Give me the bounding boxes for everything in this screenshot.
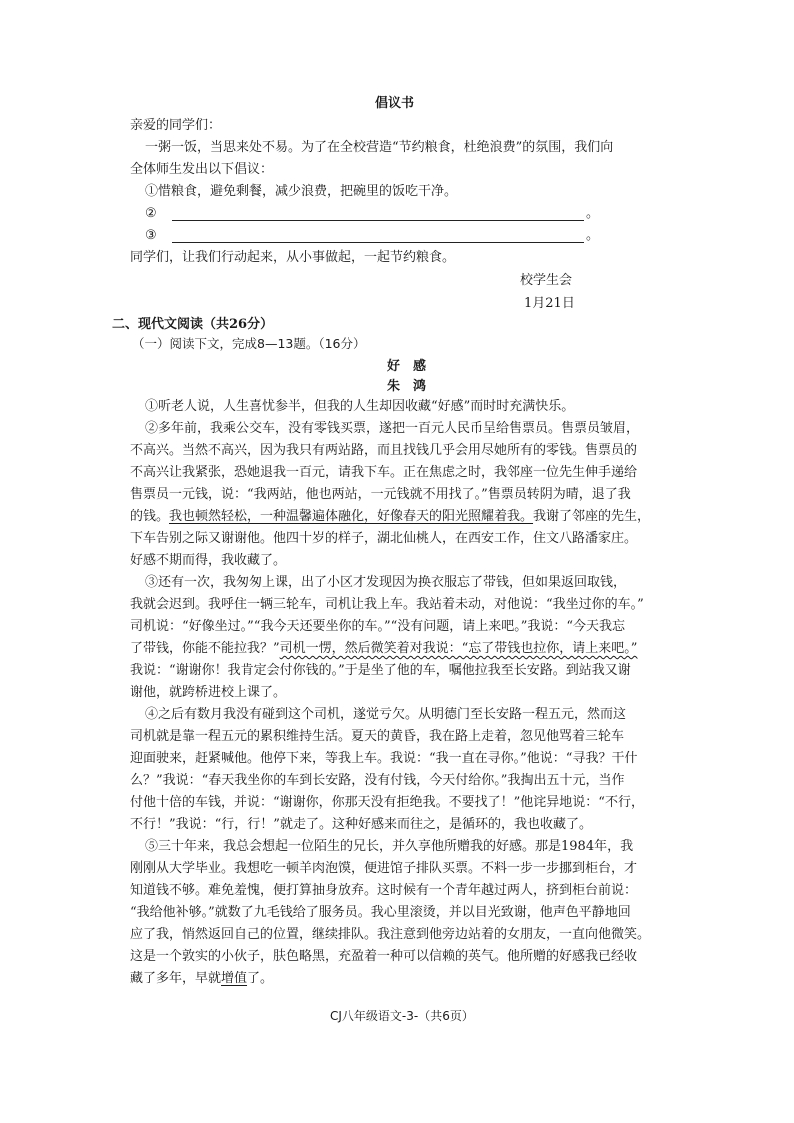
article-text: 的钱。 [130, 509, 170, 524]
article-author: 朱 鸿 [387, 379, 427, 394]
article-line: “我给他补够。”就数了九毛钱给了服务员。我心里滚烫，并以目光致谢，他声色平静地回 [130, 905, 631, 920]
article-line: 刚刚从大学毕业。我想吃一顿羊肉泡馍，便进馆子排队买票。不料一步一步挪到柜台，才 [130, 861, 638, 876]
article-line: 我说：“谢谢你！我肯定会付你钱的。”于是坐了他的车，嘱他拉我至长安路。到站我又谢 [130, 663, 631, 678]
article-line [130, 972, 273, 985]
proposal-greeting: 亲爱的同学们： [130, 118, 222, 133]
article-line: 知道钱不够。难免羞愧，便打算抽身放弃。这时候有一个青年越过两人，挤到柜台前说： [130, 883, 638, 898]
article-line: 么？”我说：“春天我坐你的车到长安路，没有付钱，今天付给你。”我掏出五十元，当作 [130, 773, 625, 788]
article-line: 应了我，悄然返回自己的位置，继续排队。我注意到他旁边站着的女朋友，一直向他微笑。 [130, 927, 651, 942]
proposal-item-3-blank[interactable] [172, 242, 584, 243]
proposal-title: 倡议书 [375, 96, 415, 111]
article-line: 不高兴让我紧张，恐她退我一百元，请我下车。正在焦虑之时，我邻座一位先生伸手递给 [130, 465, 638, 480]
article-line: 付他十倍的车钱，并说：“谢谢你，你那天没有拒绝我。不要找了！”他诧异地说：“不行， [130, 795, 644, 810]
article-text: 我谢了邻座的先生， [533, 509, 651, 524]
article-line: 谢他，就跨桥进校上课了。 [130, 685, 287, 700]
article-line: 这是一个敦实的小伙子，肤色略黑，充盈着一种可以信赖的英气。他所赠的好感我已经收 [130, 949, 638, 964]
article-line: ⑤三十年来，我总会想起一位陌生的兄长，并久享他所赠我的好感。那是1984年，我 [145, 839, 634, 854]
underlined-word: 增值 [221, 971, 248, 986]
proposal-item-2-marker: ② [145, 206, 157, 221]
article-line: 迎面驶来，赶紧喊他。他停下来，等我上车。我说：“我一直在寻你。”他说：“寻我？干什 [130, 751, 638, 766]
proposal-item-2-blank[interactable] [172, 220, 584, 221]
article-line: 下车告别之际又谢谢他。他四十岁的样子，湖北仙桃人，在西安工作，住文八路潘家庄。 [130, 531, 638, 546]
underlined-sentence: 我也顿然轻松，一种温馨遍体融化，好像春天的阳光照耀着我。 [169, 509, 534, 524]
article-line: 我就会迟到。我呼住一辆三轮车，司机让我上车。我站着未动，对他说：“我坐过你的车。” [130, 597, 644, 612]
article-line: 不行！”我说：“行，行！”就走了。这种好感来而往之，是循环的，我也收藏了。 [130, 817, 592, 832]
article-text: 藏了多年，早就 [130, 971, 222, 986]
article-line: 好感不期而得，我收藏了。 [130, 553, 287, 568]
article-line-wavy [130, 642, 637, 655]
section-subheading: （一）阅读下文，完成8—13题。（16分） [132, 336, 366, 351]
article-line: 售票员一元钱，说：“我两站，他也两站，一元钱就不用找了。”售票员转阴为晴，退了我 [130, 487, 631, 502]
proposal-item-1: ①惜粮食，避免剩餐，减少浪费，把碗里的饭吃干净。 [145, 184, 458, 199]
article-title: 好 感 [387, 359, 427, 374]
article-line: ①听老人说，人生喜忧参半，但我的人生却因收藏“好感”而时时充满快乐。 [145, 399, 575, 414]
page-footer: CJ八年级语文-3-（共6页） [330, 1009, 474, 1023]
proposal-signer: 校学生会 [520, 273, 573, 288]
proposal-date: 1月21日 [524, 296, 575, 311]
wavy-underlined-sentence: 司机一愣，然后微笑着对我说：“忘了带钱也拉你，请上来吧。” [279, 641, 638, 656]
proposal-item-3-marker: ③ [145, 228, 157, 243]
article-text: 了。 [247, 971, 274, 986]
proposal-paragraph-line: 全体师生发出以下倡议： [130, 162, 274, 177]
proposal-item-3-period: 。 [586, 228, 600, 243]
article-line: 司机就是靠一程五元的累积维持生活。夏天的黄昏，我在路上走着，忽见他骂着三轮车 [130, 729, 625, 744]
article-line: 司机说：“好像坐过。”“我今天还要坐你的车。”“没有问题，请上来吧。”我说：“今天我忘 [130, 619, 626, 634]
article-line: ③还有一次，我匆匆上课，出了小区才发现因为换衣服忘了带钱，但如果返回取钱， [145, 575, 627, 590]
proposal-closing: 同学们，让我们行动起来，从小事做起，一起节约粮食。 [130, 250, 456, 265]
article-line: ②多年前，我乘公交车，没有零钱买票，遂把一百元人民币呈给售票员。售票员皱眉， [145, 421, 640, 436]
section-heading: 二、现代文阅读（共26分） [112, 317, 274, 332]
proposal-paragraph-line: 一粥一饭，当思来处不易。为了在全校营造“节约粮食，杜绝浪费”的氛围，我们向 [145, 140, 614, 155]
article-line: ④之后有数月我没有碰到这个司机，遂觉亏欠。从明德门至长安路一程五元，然而这 [145, 707, 627, 722]
article-line-underlined [130, 510, 650, 523]
article-line: 不高兴。当然不高兴，因为我只有两站路，而且找钱几乎会用尽她所有的零钱。售票员的 [130, 443, 638, 458]
proposal-item-2-period: 。 [586, 206, 600, 221]
article-text: 了带钱，你能不能拉我？” [130, 641, 280, 656]
